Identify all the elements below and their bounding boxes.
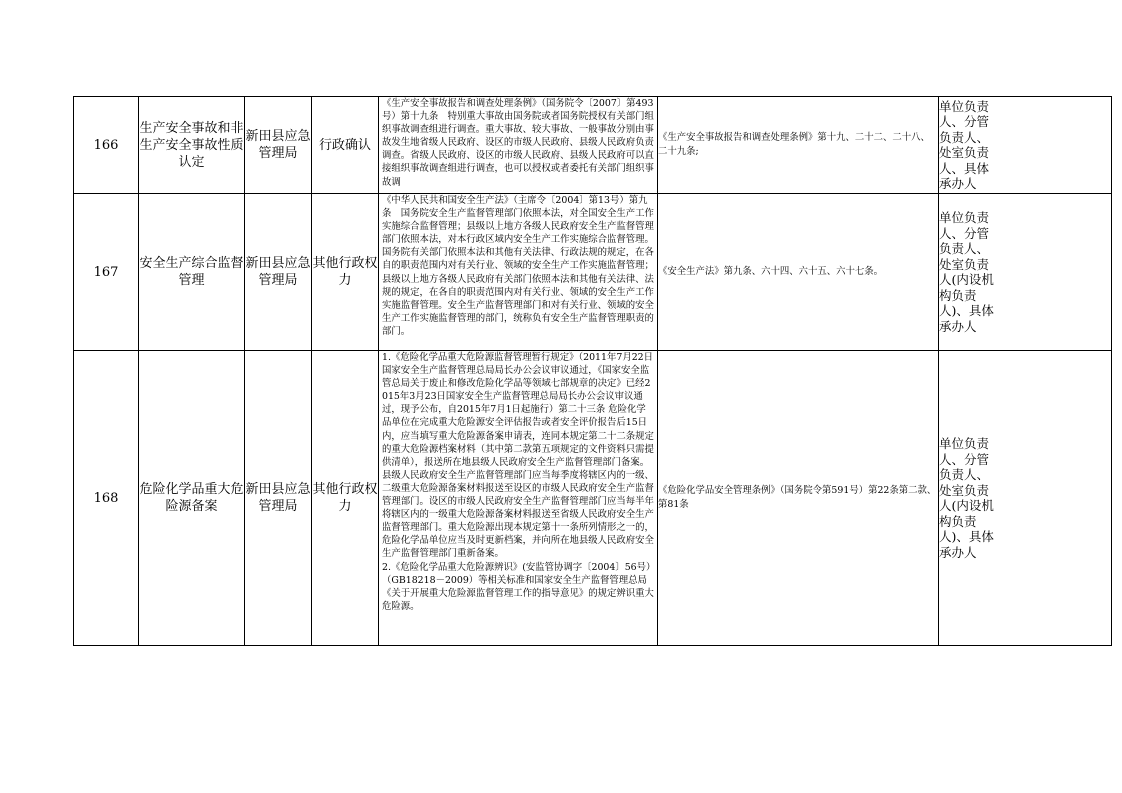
power-type: 行政确认: [312, 97, 379, 194]
responsibility-cell: [939, 97, 1112, 194]
responsible-persons: 单位负责人、分管负责人、处室负责人、具体承办人: [939, 98, 990, 191]
legal-basis-text: 1.《危险化学品重大危险源监督管理暂行规定》（2011年7月22日国家安全生产监督管理总局局长办公会议审议通过，《国家安全监管总局关于废止和修改危险化学品等领域七部规章的决定》已经2015年3月23日国家安全生产监督管理总局局长办公会议审议通过，现予公布，自2015年7月1日起施行）第二十三条 危险化学品单位在完成重大危险源安全评估报告或者安全评价报告后15日内，应当填写重大危险源备案申请表，连同本规定第二十二条规定的重大危险源档案材料（其中第二款第五项规定的文件资料只需提供清单），报送所在地县级人民政府安全生产监督管理部门备案。县级人民政府安全生产监督管理部门应当每季度将辖区内的一级、二级重大危险源备案材料报送至设区的市级人民政府安全生产监督管理部门。设区的市级人民政府安全生产监督管理部门应当每半年将辖区内的一级重大危险源备案材料报送至省级人民政府安全生产监督管理部门。重大危险源出现本规定第十一条所列情形之一的，危险化学品单位应当及时更新档案，并向所在地县级人民政府安全生产监督管理部门重新备案。 2.《危险化学品重大危险源辨识》(安监管协调字〔2004〕56号）（GB18218－2009）等相关标准和国家安全生产监督管理总局《关于开展重大危险源监督管理工作的指导意见》的规定辨识重大危险源。: [382, 352, 654, 612]
responsible-persons: 单位负责人、分管负责人、处室负责人(内设机构负责人)、具体承办人: [939, 210, 994, 334]
item-name: 危险化学品重大危险源备案: [139, 351, 245, 646]
legal-articles: 《危险化学品安全管理条例》（国务院令第591号）第22条第二款、第81条: [658, 351, 939, 646]
power-type: 其他行政权力: [312, 194, 379, 351]
item-name: 生产安全事故和非生产安全事故性质认定: [139, 97, 245, 194]
table-row: [74, 97, 1112, 194]
legal-articles: 《安全生产法》第九条、六十四、六十五、六十七条。: [658, 194, 939, 351]
legal-basis-text: 《生产安全事故报告和调查处理条例》（国务院令〔2007〕第493号）第十九条 特别重大事故由国务院或者国务院授权有关部门组织事故调查组进行调查。重大事故、较大事故、一般事故分别由事故发生地省级人民政府、设区的市级人民政府、县级人民政府负责调查。省级人民政府、设区的市级人民政府、县级人民政府可以直接组织事故调查组进行调查，也可以授权或者委托有关部门组织事故调: [382, 98, 654, 188]
power-list-table: [73, 96, 1112, 646]
row-number: 168: [74, 351, 139, 646]
responsibility-cell: [939, 194, 1112, 351]
responsibility-cell: [939, 351, 1112, 646]
department: 新田县应急管理局: [245, 97, 312, 194]
basis-cell: [379, 194, 658, 351]
power-type: 其他行政权力: [312, 351, 379, 646]
department: 新田县应急管理局: [245, 351, 312, 646]
row-number: 167: [74, 194, 139, 351]
legal-basis-text: 《中华人民共和国安全生产法》（主席令〔2004〕第13号）第九条 国务院安全生产监督管理部门依照本法，对全国安全生产工作实施综合监督管理；县级以上地方各级人民政府安全生产监督管理部门依照本法，对本行政区域内安全生产工作实施综合监督管理。国务院有关部门依照本法和其他有关法律、行政法规的规定，在各自的职责范围内对有关行业、领域的安全生产工作实施监督管理；县级以上地方各级人民政府有关部门依照本法和其他有关法律、法规的规定，在各自的职责范围内对有关行业、领域的安全生产工作实施监督管理。安全生产监督管理部门和对有关行业、领域的安全生产工作实施监督管理的部门，统称负有安全生产监督管理职责的部门。: [382, 195, 654, 337]
table-row: [74, 194, 1112, 351]
basis-cell: [379, 351, 658, 646]
table-row: [74, 351, 1112, 646]
basis-cell: [379, 97, 658, 194]
legal-articles: 《生产安全事故报告和调查处理条例》第十九、二十二、二十八、二十九条;: [658, 97, 939, 194]
responsible-persons: 单位负责人、分管负责人、处室负责人(内设机构负责人)、具体承办人: [939, 436, 994, 560]
row-number: 166: [74, 97, 139, 194]
item-name: 安全生产综合监督管理: [139, 194, 245, 351]
department: 新田县应急管理局: [245, 194, 312, 351]
